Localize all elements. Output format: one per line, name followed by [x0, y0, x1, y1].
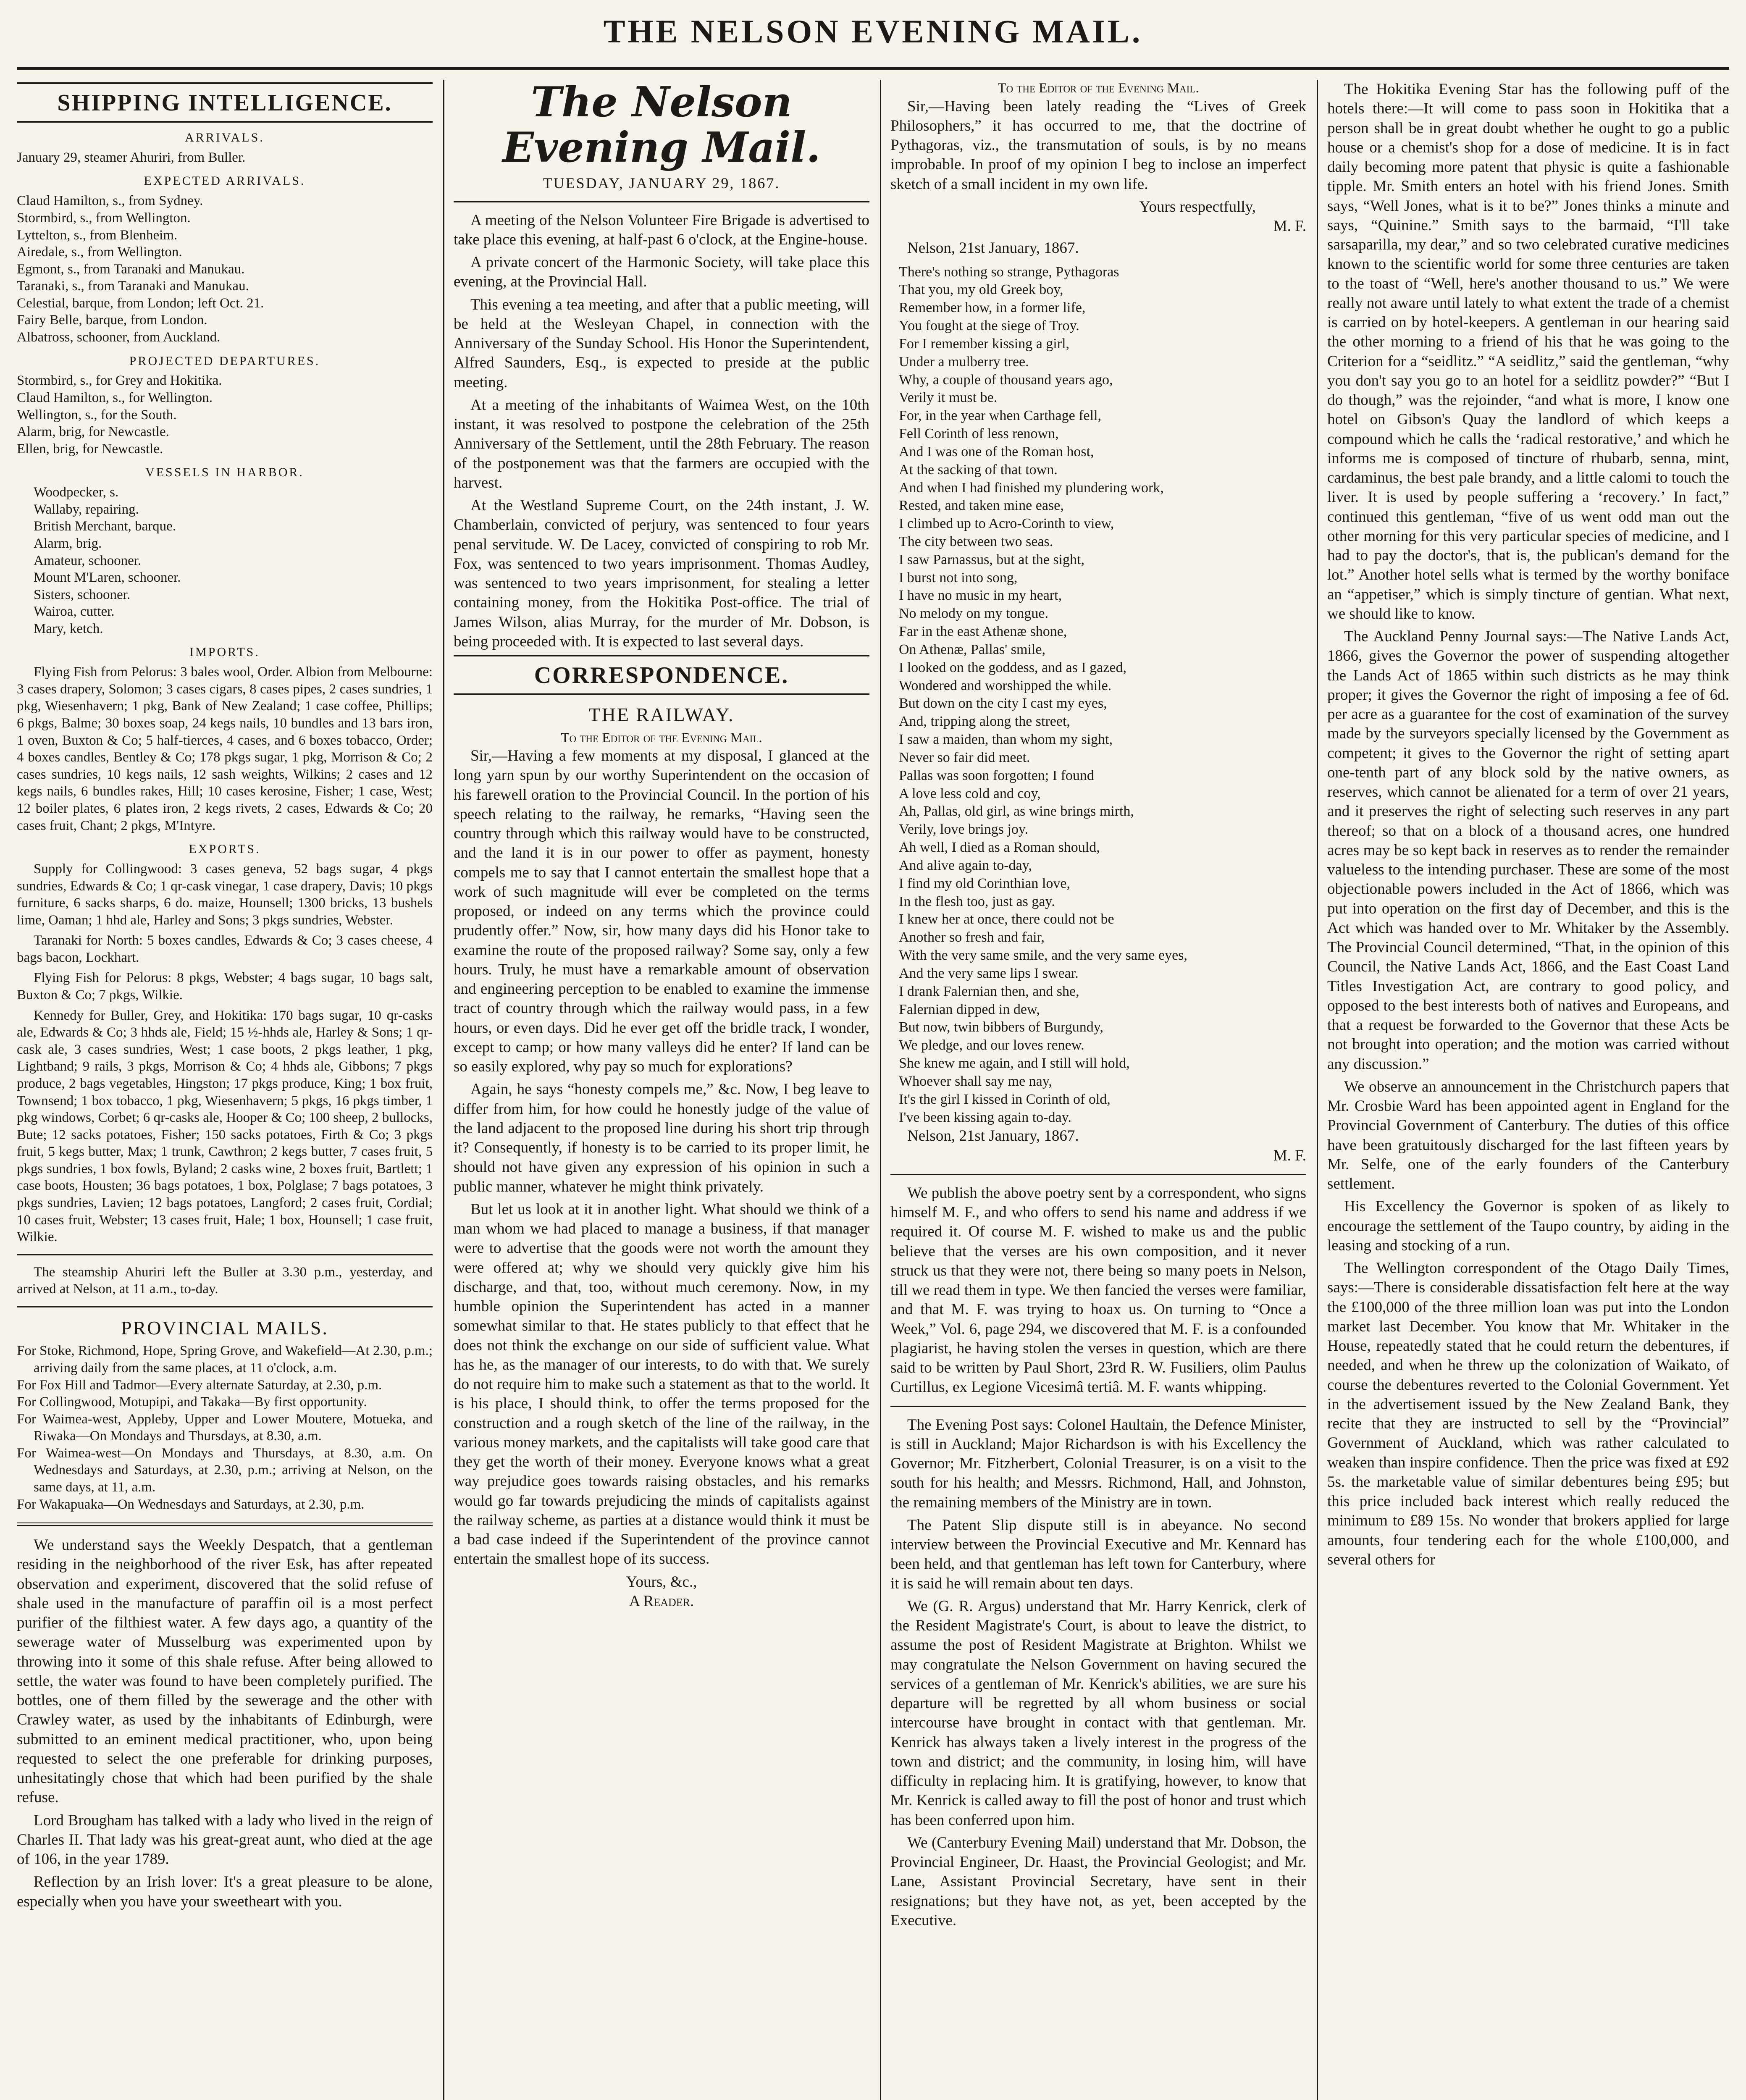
article-paragraph: The Wellington correspondent of the Otago Daily Times, says:—There is considerable dissatisfaction felt here at the way the £100,000 of the three million loan was put into the London market last December. You know that Mr. Whitaker in the House, repeatedly stated that he could return the debentures, if needed, and when he threw up the colonization of Waikato, of course the debentures reverted to the Colonial Government. Yet in the advertisement issued by the New Zealand Bank, they recite that they are instructed to sell by the “Provincial” Government of Auckland, which was rather calculated to weaken than inspire confidence. Then the price was fixed at £92 5s. the marketable value of similar debentures being £95; but this price included back interest which really reduced the minimum to £89 15s. No wonder that brokers applied for large amounts, four tendering each for the whole £100,000, and several others for: [1327, 1260, 1729, 1568]
poem-line: I find my old Corinthian love,: [899, 875, 1070, 891]
poem-signature: M. F.: [1273, 1147, 1306, 1164]
poem-line: Falernian dipped in dew,: [899, 1001, 1040, 1017]
poem-line: I saw Parnassus, but at the sight,: [899, 551, 1084, 567]
article-paragraph: We (Canterbury Evening Mail) understand that Mr. Dobson, the Provincial Engineer, Dr. Haast, the Provincial Geologist; and Mr. Lane, Assistant Provincial Secretary, have sent in their resignations; but they have not, as yet, been accepted by the Executive.: [890, 1834, 1306, 1929]
vessel-item: Amateur, schooner.: [34, 553, 142, 568]
vessel-item: Woodpecker, s.: [34, 485, 119, 500]
poem-line: Wondered and worshipped the while.: [899, 677, 1112, 693]
poem-line: With the very same smile, and the very same eyes,: [899, 948, 1187, 963]
projected-item: Claud Hamilton, s., for Wellington.: [17, 390, 213, 406]
projected-item: Alarm, brig, for Newcastle.: [17, 424, 169, 440]
poem-line: Never so fair did meet.: [899, 749, 1030, 765]
article-paragraph: We understand says the Weekly Despatch, that a gentleman residing in the neighborhood of the river Esk, has after repeated observation and experiment, discovered that the solid refuse of shale used in the manufacture of paraffin oil is a most perfect purifier of the filthiest water. A few days ago, a quantity of the sewerage water of Musselburg was experimented upon by throwing into it some of this shale refuse. After being allowed to settle, the water was found to have been completely purified. The bottles, one of them filled by the sewerage and the other with Crawley water, as used by the inhabitants of Edinburgh, were submitted to an eminent medical practitioner, who, upon being requested to select the one preferable for drinking purposes, unhesitatingly chose that which had been purified by the shale refuse.: [17, 1536, 433, 1806]
expected-item: Lyttelton, s., from Blenheim.: [17, 227, 178, 243]
poem-line: Remember how, in a former life,: [899, 300, 1086, 316]
poem-line: And the very same lips I swear.: [899, 965, 1079, 981]
poem-line: Why, a couple of thousand years ago,: [899, 372, 1113, 388]
projected-item: Wellington, s., for the South.: [17, 407, 177, 423]
poem-stanza: [899, 695, 1306, 839]
divider: [890, 1174, 1306, 1175]
column-3: [890, 80, 1306, 2100]
poem-stanza: [899, 407, 1306, 551]
poem-line: Fell Corinth of less renown,: [899, 426, 1059, 442]
poem-line: She knew me again, and I still will hold,: [899, 1055, 1130, 1071]
vessel-item: Mount M'Laren, schooner.: [34, 570, 181, 585]
poem-stanza: [899, 983, 1306, 1127]
column-4: [1327, 80, 1729, 2100]
article-paragraph: This evening a tea meeting, and after that a public meeting, will be held at the Wesleyan Chapel, in connection with the Anniversary of the Sunday School. His Honor the Superintendent, Alfred Saunders, Esq., is expected to preside at the public meeting.: [454, 296, 869, 391]
divider: [17, 1306, 433, 1307]
poem-line: In the flesh too, just as gay.: [899, 893, 1055, 909]
mail-item: For Stoke, Richmond, Hope, Spring Grove, and Wakefield—At 2.30, p.m.; arriving daily from the same places, at 11 o'clock, a.m.: [17, 1343, 433, 1376]
letter-paragraph: Again, he says “honesty compels me,” &c. Now, I beg leave to differ from him, for how could he honestly judge of the value of the land adjacent to the proposed line during his short trip through it? Consequently, if honesty is to be carried to its proper limit, he should not have given any expression of his opinion in such a public manner, whatever he might think privately.: [454, 1081, 869, 1195]
poem-line: No melody on my tongue.: [899, 606, 1049, 622]
vessel-item: British Merchant, barque.: [34, 519, 176, 534]
exports-heading: EXPORTS.: [189, 842, 261, 856]
projected-item: Stormbird, s., for Grey and Hokitika.: [17, 373, 222, 388]
expected-item: Taranaki, s., from Taranaki and Manukau.: [17, 278, 249, 294]
expected-item: Claud Hamilton, s., from Sydney.: [17, 193, 203, 209]
paper-title: The Nelson Evening Mail.: [502, 80, 821, 172]
vessel-item: Wallaby, repairing.: [34, 501, 139, 517]
poem-line: Verily it must be.: [899, 390, 998, 406]
article-paragraph: The Hokitika Evening Star has the following puff of the hotels there:—It will come to pass soon in Hokitika that a person shall be in great doubt whether he ought to go a public house or a chemist's shop for a dose of medicine. It is in fact daily becoming more patent that physic is quite a fashionable tipple. Mr. Smith enters an hotel with his friend Jones. Smith says, “Well Jones, what is it to be?” Jones thinks a minute and says, “Quinine.” Smith says to the barmaid, “I'll take sarsaparilla, my dear,” and so two celebrated curative medicines known to the scientific world for some three centuries are taken to the toast of “Well, here's another thousand to us.” We were really not aware until lately to what extent the trade of a chemist is carried on by hotel-keepers. A gentleman in our hearing said the other morning to a friend of his that he was going to the Criterion for a “seidlitz.” “A seidlitz,” said the gentleman, “why you don't say you go to an hotel for a seidlitz powder?” “But I do though,” was the rejoinder, “and what is more, I know one hotel on Gibson's Quay the landlord of which keeps a compound which he calls the ‘radical restorative,’ and which he informs me is composed of tincture of rhubarb, senna, mint, cardaminus, the best pale brandy, and a little calomi to touch the liver. It is used by people suffering a ‘recovery.’ In fact,” continued this gentleman, “five of us went odd man out the other morning for this very particular species of medicine, and I had to pay the doctor's, that is, the publican's demand for the lot.” Another hotel sells what is termed by the worthy boniface an “appetiser,” which is simply tincture of gentian. What next, we should like to know.: [1327, 81, 1729, 622]
article-paragraph: His Excellency the Governor is spoken of as likely to encourage the settlement of the Taupo country, by aiding in the leasing and stocking of a run.: [1327, 1198, 1729, 1254]
expected-item: Fairy Belle, barque, from London.: [17, 312, 207, 328]
article-paragraph: The Patent Slip dispute still is in abeyance. No second interview between the Provincial Executive and Mr. Kennard has been held, and that gentleman has left town for Canterbury, where it is said he will remain about ten days.: [890, 1516, 1306, 1592]
shipping-heading: SHIPPING INTELLIGENCE.: [17, 82, 433, 123]
poem-line: We pledge, and our loves renew.: [899, 1037, 1084, 1053]
expected-item: Celestial, barque, from London; left Oct. 21.: [17, 295, 264, 311]
letter-paragraph: But let us look at it in another light. What should we think of a man whom we had placed to manage a business, if that manager were to advertise that the goods were not worth the amount they were offered at; why we should very quickly give him his discharge, and that, too, without much ceremony. Now, in my humble opinion the Superintendent has acted in a manner somewhat similar to that. He states publicly to that effect that he does not think the exchange on our side of sufficient value. What has he, as the manager of our interests, to do with that. We surely do not require him to make such a statement as that to the world. It is his place, I should think, to offer the terms proposed for the construction and a rough sketch of the line of the railway, in the various money markets, and the capitalists will take good care that they get the worth of their money. Everyone knows what a great way prejudice goes towards raising obstacles, and his remarks would go far towards prejudicing the minds of capitalists against the railway scheme, as parties at a distance would think it must be a bad case indeed if the Superintendent of the province cannot entertain the smallest hope of its success.: [454, 1200, 869, 1568]
poem-line: I looked on the goddess, and as I gazed,: [899, 659, 1126, 675]
imports-text: Flying Fish from Pelorus: 3 bales wool, Order. Albion from Melbourne: 3 cases drapery, Solomon; 3 cases cigars, 8 cases pipes, 2 cases sundries, 1 pkg, Wiesenhavern; 1 pkg, Bank of New Zealand; 1 case coffee, Phillips; 6 pkgs, Balme; 30 boxes soap, 24 kegs nails, 10 bundles and 13 bars iron, 1 oven, Buxton & Co; 5 half-tierces, 4 cases, and 6 boxes tobacco, Order; 4 boxes candles, Bentley & Co; 178 pkgs sugar, 1 pkg, Morrison & Co; 2 cases sundries, 10 kegs nails, 12 sash weights, Wilkins; 2 cases and 12 kegs nails, 6 bundles rakes, Hill; 10 cases kerosine, Fisher; 1 case, West; 12 boiler plates, 6 plates iron, 2 kegs rivets, 2 cases, Edwards & Co; 20 cases fruit, Chant; 2 pkgs, M'Intyre.: [17, 664, 433, 833]
letter-signature: M. F.: [1273, 218, 1306, 235]
masthead-rule: [17, 67, 1729, 70]
poem-line: On Athenæ, Pallas' smile,: [899, 641, 1045, 657]
vessel-item: Wairoa, cutter.: [34, 604, 115, 620]
poem-line: Another so fresh and fair,: [899, 929, 1045, 945]
poem-line: For, in the year when Carthage fell,: [899, 408, 1102, 424]
article-paragraph: Lord Brougham has talked with a lady who lived in the reign of Charles II. That lady was his great-great aunt, who died at the age of 106, in the year 1789.: [17, 1811, 433, 1868]
expected-item: Egmont, s., from Taranaki and Manukau.: [17, 261, 245, 277]
column-rule: [443, 80, 444, 2100]
poem-line: That you, my old Greek boy,: [899, 282, 1063, 298]
mail-item: For Wakapuaka—On Wednesdays and Saturdays, at 2.30, p.m.: [17, 1496, 365, 1512]
article-paragraph: The Evening Post says: Colonel Haultain, the Defence Minister, is still in Auckland; Major Richardson is with his Excellency the Governor; Mr. Fitzherbert, Colonial Treasurer, is on a visit to the south for his health; and Messrs. Richmond, Hall, and Johnston, the remaining members of the Ministry are in town.: [890, 1416, 1306, 1511]
mails-heading: PROVINCIAL MAILS.: [121, 1317, 328, 1339]
letter-dateline: Nelson, 21st January, 1867.: [907, 239, 1079, 257]
article-paragraph: We publish the above poetry sent by a correspondent, who signs himself M. F., and who offers to send his name and address if we required it. Of course M. F. wished to make us and the public believe that the verses are his own composition, and it never struck us that they were not, there being so many poets in Nelson, till we read them in type. We then fancied the verses were familiar, and that M. F. was trying to hoax us. On turning to “Once a Week,” Vol. 6, page 294, we discovered that M. F. is a confounded plagiarist, he having stolen the verses in question, which are there said to be written by Paul Short, 23rd R. W. Fusiliers, olim Paulus Curtillus, ex Legione Vicesimâ tertiâ. M. F. wants whipping.: [890, 1184, 1306, 1396]
article-paragraph: The Auckland Penny Journal says:—The Native Lands Act, 1866, gives the Governor the power of suspending altogether the Lands Act of 1865 within such districts as he may think proper; it gives the Governor the right of imposing a fee of 6d. per acre as a guarantee for the cost of examination of the survey made by the surveyors specially licensed by the Government as competent; it gives to the Governor the right of setting apart one-tenth part of any block sold by the native owners, as reserves, which cannot be alienated for a term of over 21 years, and it preserves the right of selecting such reserves in any part thereof; so that on a block of a thousand acres, one hundred acres may be so kept back in reserves as to render the remainder valueless to the intending purchaser. These are some of the most objectionable powers included in the Act of 1866, which was put into operation on the first day of December, and this is the Act which was handed over to Mr. Whitaker by the Assembly. The Provincial Council determined, “That, in the opinion of this Council, the Native Lands Act, 1866, and the East Coast Land Titles Investigation Act, are contrary to good policy, and opposed to the best interests both of natives and Europeans, and that a request be forwarded to the Governor that these Acts be not brought into operation; and the motion was carried without any discussion.”: [1327, 628, 1729, 1073]
article-paragraph: Reflection by an Irish lover: It's a great pleasure to be alone, especially when you have your sweetheart with you.: [17, 1873, 433, 1910]
correspondence-heading: CORRESPONDENCE.: [454, 655, 869, 695]
poem-line: I have no music in my heart,: [899, 588, 1062, 604]
letter-signature: A Reader.: [629, 1592, 694, 1610]
exports-text: Flying Fish for Pelorus: 8 pkgs, Webster; 4 bags sugar, 10 bags salt, Buxton & Co; 7 pkgs, Wilkie.: [17, 970, 433, 1003]
expected-item: Albatross, schooner, from Auckland.: [17, 329, 221, 345]
to-editor: To the Editor of the Evening Mail.: [561, 730, 762, 746]
article-paragraph: We (G. R. Argus) understand that Mr. Harry Kenrick, clerk of the Resident Magistrate's Court, is about to leave the district, to assume the post of Resident Magistrate at Brighton. Whilst we may congratulate the Nelson Government on having secured the services of a gentleman of Mr. Kenrick's abilities, we are sure his departure will be regretted by all whom business or social intercourse have brought in contact with that gentleman. Mr. Kenrick has always taken a lively interest in the progress of the town and district; and the community, in losing him, will have difficulty in replacing him. It is gratifying, however, to know that Mr. Kenrick is called away to fill the post of honor and trust which has been conferred upon him.: [890, 1597, 1306, 1829]
poem-line: Verily, love brings joy.: [899, 822, 1029, 837]
poem-dateline: Nelson, 21st January, 1867.: [907, 1127, 1079, 1145]
divider: [17, 1522, 433, 1526]
divider: [17, 1254, 433, 1255]
masthead: THE NELSON EVENING MAIL.: [603, 13, 1143, 50]
poem-line: Pallas was soon forgotten; I found: [899, 767, 1094, 783]
poem-line: For I remember kissing a girl,: [899, 336, 1070, 352]
column-rule: [1317, 80, 1318, 2100]
exports-text: Kennedy for Buller, Grey, and Hokitika: 170 bags sugar, 10 qr-casks ale, Edwards & Co; 3 hhds ale, Field; 15 ½-hhds ale, Harley & Sons; 1 qr-cask ale, 3 cases sundries, West; 1 case boots, 2 pkgs leather, 1 pkg, Lightband; 9 rails, 3 pkgs, Morrison & Co; 4 hhds ale, Gibbons; 7 pkgs produce, 2 bags vegetables, Hingston; 17 pkgs produce, King; 1 box fruit, Townsend; 1 box tobacco, 1 pkg, Wiesenhavern; 5 pkgs, 16 pkgs timber, 1 pkg windows, Corbet; 6 qr-casks ale, Hooper & Co; 100 sheep, 2 bullocks, Bute; 12 sacks potatoes, Fisher; 150 sacks potatoes, Firth & Co; 3 pkgs fruit, 5 kegs butter, Max; 1 trunk, Cawthron; 2 kegs butter, 7 cases fruit, 5 pkgs sundries, 1 box fowls, Byland; 2 casks wine, 2 boxes fruit, Bartlett; 1 case boots, Housten; 36 bags potatoes, 1 box, Polglase; 7 bags potatoes, 3 pkgs sundries, Lavien; 12 bags potatoes, Langford; 2 cases fruit, Cordial; 10 cases fruit, Webster; 13 cases fruit, Hale; 1 box, Hounsell; 1 case fruit, Wilkie.: [17, 1008, 433, 1245]
divider: [890, 1406, 1306, 1407]
poem-line: A love less cold and coy,: [899, 785, 1041, 801]
article-paragraph: A meeting of the Nelson Volunteer Fire Brigade is advertised to take place this evening, at half-past 6 o'clock, at the Engine-house.: [454, 211, 869, 248]
poem-line: I knew her at once, there could not be: [899, 911, 1114, 927]
expected-heading: EXPECTED ARRIVALS.: [144, 174, 306, 188]
divider: [454, 201, 869, 202]
poem-line: And I was one of the Roman host,: [899, 444, 1094, 459]
poem-line: Far in the east Athenæ shone,: [899, 624, 1067, 640]
poem-line: I burst not into song,: [899, 570, 1018, 585]
letter-paragraph: Sir,—Having a few moments at my disposal, I glanced at the long yarn spun by our worthy Superintendent on the occasion of his farewell oration to the Provincial Council. In the portion of his speech relating to the railway, he remarks, “Having seen the country through which this railway would have to be constructed, and the land it is in our power to offer as payment, honesty compels me to say that I cannot entertain the smallest hope that a work of such magnitude will ever be completed on the terms proposed, or indeed on any terms which the province could prudently offer.” Now, sir, how many days did his Honor take to examine the route of the proposed railway? Some say, only a few hours. Truly, he must have a remarkable amount of observation and engineering perception to be enabled to examine the immense tract of country through which the railway would pass, in a few hours, or even days. Did he ever get off the bridle track, I wonder, except to camp; or how many valleys did he enter? If land can be so easily explored, why pay so much for explorations?: [454, 747, 869, 1076]
poem-line: Rested, and taken mine ease,: [899, 498, 1064, 514]
article-paragraph: At the Westland Supreme Court, on the 24th instant, J. W. Chamberlain, convicted of perjury, was sentenced to four years penal servitude. W. De Lacey, convicted of conspiring to rob Mr. Fox, was sentenced to two years imprisonment. Thomas Audley, was sentenced to two years imprisonment, for stealing a letter containing money, from the Hokitika Post-office. The trial of James Wilson, alias Murray, for the murder of Mr. Dobson, is being proceeded with. It is expected to last several days.: [454, 497, 869, 650]
steamship-note: The steamship Ahuriri left the Buller at 3.30 p.m., yesterday, and arrived at Nelson, at 11 a.m., to-day.: [17, 1264, 433, 1297]
expected-item: Stormbird, s., from Wellington.: [17, 210, 191, 226]
poem-line: I saw a maiden, than whom my sight,: [899, 732, 1113, 748]
vessels-heading: VESSELS IN HARBOR.: [145, 465, 304, 480]
poem-line: I've been kissing again to-day.: [899, 1109, 1071, 1125]
poem-line: There's nothing so strange, Pythagoras: [899, 264, 1119, 280]
poem-line: But now, twin bibbers of Burgundy,: [899, 1019, 1104, 1035]
poem-line: And, tripping along the street,: [899, 714, 1070, 730]
arrival-item: January 29, steamer Ahuriri, from Buller.: [17, 150, 246, 165]
article-paragraph: At a meeting of the inhabitants of Waimea West, on the 10th instant, it was resolved to postpone the celebration of the 25th Anniversary of the Settlement, until the 28th February. The reason of the postponement was that the farmers are occupied with the harvest.: [454, 396, 869, 491]
article-paragraph: A private concert of the Harmonic Society, will take place this evening, at the Provincial Hall.: [454, 254, 869, 291]
mail-item: For Waimea-west, Appleby, Upper and Lower Moutere, Motueka, and Riwaka—On Mondays and Thursdays, at 8.30, a.m.: [17, 1411, 433, 1444]
letter-paragraph: Sir,—Having been lately reading the “Lives of Greek Philosophers,” it has occurred to me, that the doctrine of Pythagoras, viz., the transmutation of souls, is by no means improbable. In proof of my opinion I beg to inclose an imperfect sketch of a small incident in my own life.: [890, 97, 1306, 193]
poem-line: Ah well, I died as a Roman should,: [899, 840, 1100, 856]
vessel-item: Sisters, schooner.: [34, 587, 131, 602]
column-1: [17, 80, 433, 2100]
poem-line: Under a mulberry tree.: [899, 354, 1029, 370]
poem-line: But down on the city I cast my eyes,: [899, 696, 1107, 711]
poem-line: The city between two seas.: [899, 534, 1053, 549]
exports-text: Supply for Collingwood: 3 cases geneva, 52 bags sugar, 4 pkgs sundries, Edwards & Co; 1 qr-cask vinegar, 1 case drapery, Davis; 10 pkgs furniture, 6 sacks sharps, 6 do. maize, Hounsell; 1300 bricks, 13 bushels lime, Oaman; 1 hhd ale, Harley and Sons; 3 pkgs sundries, Webster.: [17, 861, 433, 928]
railway-title: THE RAILWAY.: [588, 704, 735, 726]
poem-line: I climbed up to Acro-Corinth to view,: [899, 516, 1114, 532]
poem-line: You fought at the siege of Troy.: [899, 318, 1079, 334]
mail-item: For Collingwood, Motupipi, and Takaka—By first opportunity.: [17, 1394, 367, 1410]
mail-item: For Fox Hill and Tadmor—Every alternate Saturday, at 2.30, p.m.: [17, 1377, 382, 1393]
poem-line: I drank Falernian then, and she,: [899, 983, 1079, 999]
poem-line: At the sacking of that town.: [899, 462, 1058, 478]
letter-closing: Yours, &c.,: [626, 1573, 697, 1591]
column-2: [454, 80, 869, 2100]
dateline: TUESDAY, JANUARY 29, 1867.: [543, 174, 780, 192]
poem-line: And alive again to-day,: [899, 857, 1032, 873]
article-paragraph: We observe an announcement in the Christchurch papers that Mr. Crosbie Ward has been appointed agent in England for the Provincial Government of Canterbury. The duties of this office have been gratuitously discharged for the last fifteen years by Mr. Selfe, one of the early founders of the Canterbury settlement.: [1327, 1078, 1729, 1192]
poem-line: And when I had finished my plundering work,: [899, 480, 1164, 496]
poem-line: It's the girl I kissed in Corinth of old,: [899, 1091, 1111, 1107]
poem-stanza: [899, 551, 1306, 695]
expected-item: Airedale, s., from Wellington.: [17, 244, 182, 260]
poem: [890, 263, 1306, 1127]
imports-heading: IMPORTS.: [189, 645, 260, 659]
poem-line: Whoever shall say me nay,: [899, 1073, 1053, 1089]
mail-item: For Waimea-west—On Mondays and Thursdays, at 8.30, a.m. On Wednesdays and Saturdays, at 2.30, p.m.; arriving at Nelson, on the same days, at 11, a.m.: [17, 1445, 433, 1495]
poem-stanza: [899, 263, 1306, 407]
vessel-item: Alarm, brig.: [34, 536, 102, 551]
vessel-item: Mary, ketch.: [34, 621, 103, 636]
to-editor: To the Editor of the Evening Mail.: [998, 81, 1199, 96]
poem-line: Ah, Pallas, old girl, as wine brings mirth,: [899, 803, 1134, 819]
column-rule: [880, 80, 881, 2100]
projected-heading: PROJECTED DEPARTURES.: [129, 354, 320, 368]
poem-stanza: [899, 839, 1306, 983]
letter-closing: Yours respectfully,: [1139, 198, 1256, 215]
projected-item: Ellen, brig, for Newcastle.: [17, 441, 163, 457]
exports-text: Taranaki for North: 5 boxes candles, Edwards & Co; 3 cases cheese, 4 bags bacon, Lockhart.: [17, 933, 433, 965]
arrivals-heading: ARRIVALS.: [185, 131, 265, 144]
